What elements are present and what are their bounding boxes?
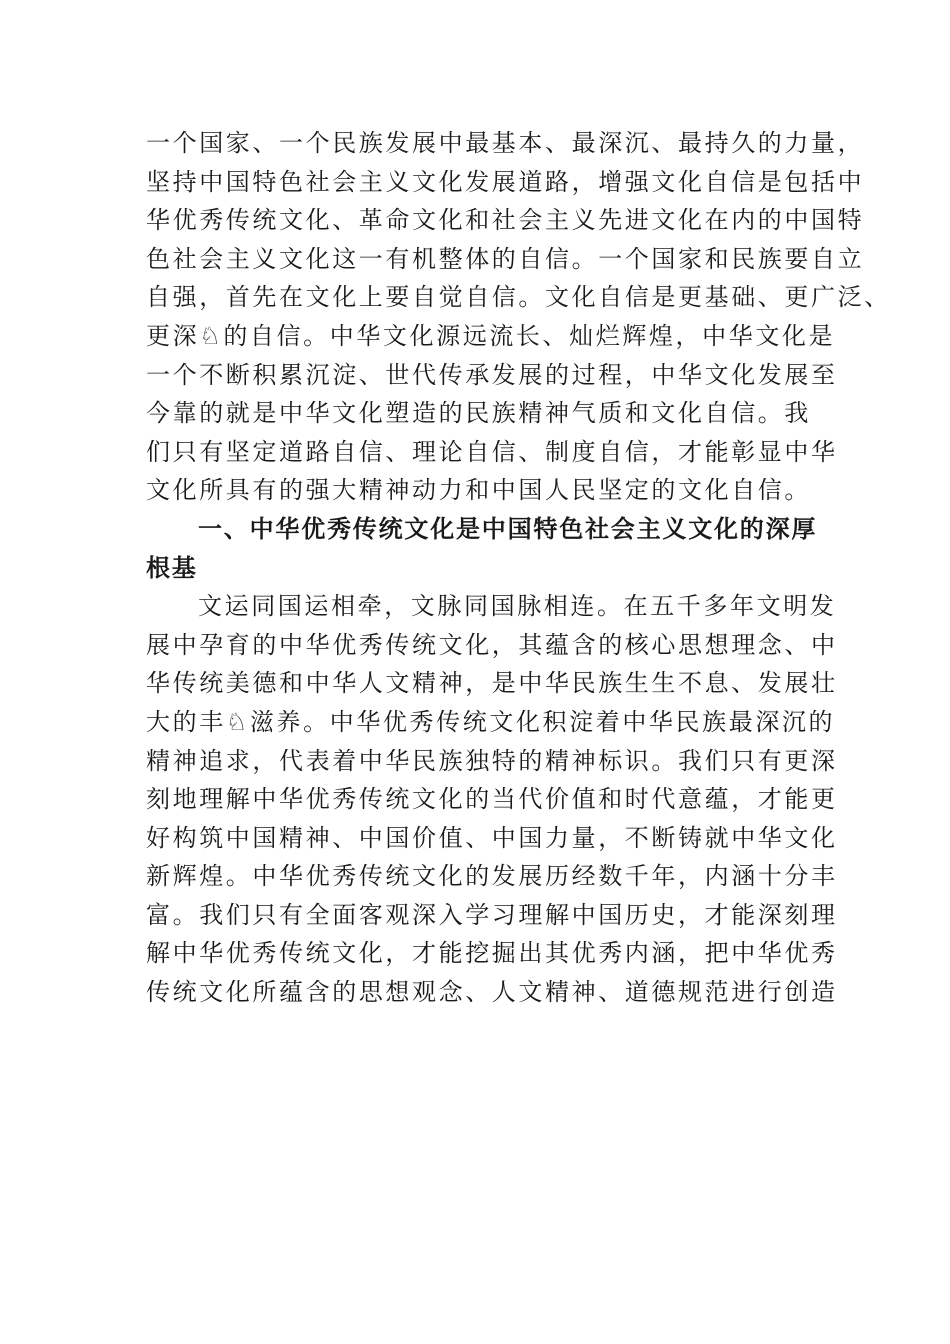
paragraph-line: 富。我们只有全面客观深入学习理解中国历史，才能深刻理	[146, 900, 838, 929]
paragraph-line: 好构筑中国精神、中国价值、中国力量，不断铸就中华文化	[146, 823, 838, 852]
paragraph-line: 文化所具有的强大精神动力和中国人民坚定的文化自信。	[146, 476, 811, 505]
paragraph-line: 们只有坚定道路自信、理论自信、制度自信，才能彰显中华	[146, 437, 838, 466]
paragraph-line: 文运同国运相牵，文脉同国脉相连。在五千多年文明发	[198, 592, 837, 621]
paragraph-line: 坚持中国特色社会主义文化发展道路，增强文化自信是包括中	[146, 167, 865, 196]
paragraph-line: 色社会主义文化这一有机整体的自信。一个国家和民族要自立	[146, 244, 865, 273]
paragraph-line: 解中华优秀传统文化，才能挖掘出其优秀内涵，把中华优秀	[146, 939, 838, 968]
paragraph-1	[146, 124, 891, 510]
heading-line: 根基	[146, 553, 198, 582]
heading-line: 一、中华优秀传统文化是中国特色社会主义文化的深厚	[198, 514, 818, 543]
paragraph-line: 展中孕育的中华优秀传统文化，其蕴含的核心思想理念、中	[146, 630, 838, 659]
paragraph-line: 精神追求，代表着中华民族独特的精神标识。我们只有更深	[146, 746, 838, 775]
paragraph-line: 自强，首先在文化上要自觉自信。文化自信是更基础、更广泛、	[146, 283, 891, 312]
paragraph-line: 新辉煌。中华优秀传统文化的发展历经数千年，内涵十分丰	[146, 862, 838, 891]
paragraph-line: 华传统美德和中华人文精神，是中华民族生生不息、发展壮	[146, 669, 838, 698]
section-heading-1	[146, 510, 826, 587]
document-body	[146, 124, 891, 1012]
paragraph-line: 更深♘的自信。中华文化源远流长、灿烂辉煌，中华文化是	[146, 321, 836, 350]
paragraph-line: 今靠的就是中华文化塑造的民族精神气质和文化自信。我	[146, 399, 811, 428]
paragraph-line: 刻地理解中华优秀传统文化的当代价值和时代意蕴，才能更	[146, 785, 838, 814]
paragraph-line: 大的丰♘滋养。中华优秀传统文化积淀着中华民族最深沉的	[146, 707, 836, 736]
paragraph-line: 华优秀传统文化、革命文化和社会主义先进文化在内的中国特	[146, 206, 865, 235]
paragraph-2	[146, 587, 838, 1012]
paragraph-line: 一个国家、一个民族发展中最基本、最深沉、最持久的力量，	[146, 129, 865, 157]
paragraph-line: 一个不断积累沉淀、世代传承发展的过程，中华文化发展至	[146, 360, 838, 389]
paragraph-line: 传统文化所蕴含的思想观念、人文精神、道德规范进行创造	[146, 978, 838, 1007]
